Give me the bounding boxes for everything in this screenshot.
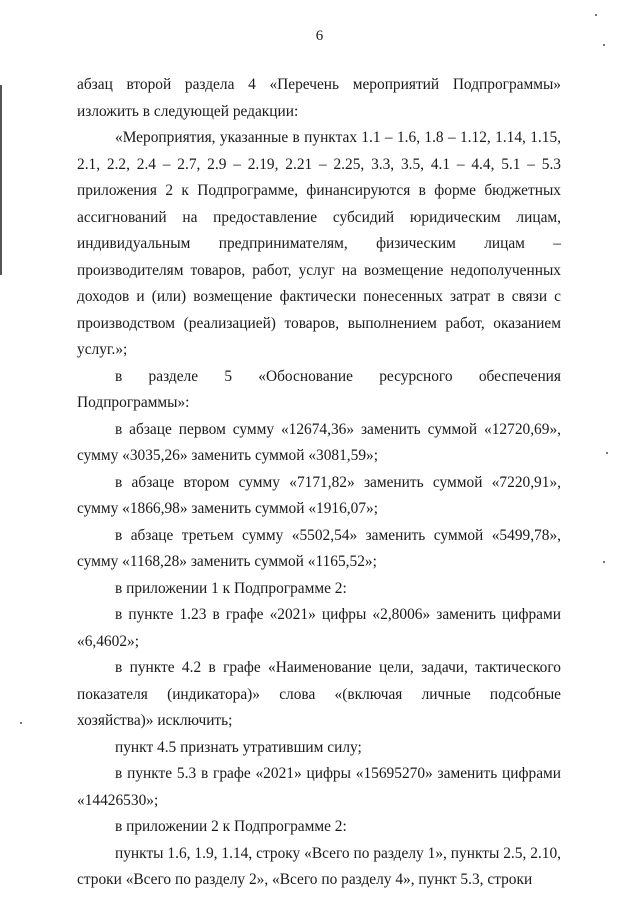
paragraph-section5-heading: в разделе 5 «Обоснование ресурсного обеспечения Подпрограммы»: xyxy=(77,367,561,411)
paragraph-item-4-2: в пункте 4.2 в графе «Наименование цели, задачи, тактического показателя (индикатора)» слова «(включая личные подсобные хозяйства)» исключить; xyxy=(77,659,561,729)
paragraph-second-abzac: в абзаце втором сумму «7171,82» заменить суммой «7220,91», сумму «1866,98» заменить суммой «1916,07»; xyxy=(77,473,561,517)
scan-speck xyxy=(603,561,605,563)
scan-speck xyxy=(20,722,22,724)
paragraph-appendix2-items: пункты 1.6, 1.9, 1.14, строку «Всего по разделу 1», пункты 2.5, 2.10, строки «Всего по разделу 2», «Всего по разделу 4», пункт 5.3, строки xyxy=(77,844,561,888)
paragraph-section4-intro: абзац второй раздела 4 «Перечень мероприятий Подпрограммы» изложить в следующей редакции: xyxy=(77,76,561,120)
paragraph-item-1-23: в пункте 1.23 в графе «2021» цифры «2,8006» заменить цифрами «6,4602»; xyxy=(77,606,561,650)
paragraph-item-4-5: пункт 4.5 признать утратившим силу; xyxy=(115,738,362,756)
scan-margin-line xyxy=(0,85,2,275)
paragraph-appendix1-heading: в приложении 1 к Подпрограмме 2: xyxy=(115,579,347,597)
scan-speck xyxy=(595,14,597,16)
document-body xyxy=(77,72,561,894)
scan-speck xyxy=(606,452,608,454)
paragraph-appendix2-heading: в приложении 2 к Подпрограмме 2: xyxy=(115,818,347,835)
paragraph-item-5-3: в пункте 5.3 в графе «2021» цифры «15695270» заменить цифрами «14426530»; xyxy=(77,765,561,809)
paragraph-third-abzac: в абзаце третьем сумму «5502,54» заменить суммой «5499,78», сумму «1168,28» заменить суммой «1165,52»; xyxy=(77,526,561,570)
paragraph-measures-quote: «Мероприятия, указанные в пунктах 1.1 – 1.6, 1.8 – 1.12, 1.14, 1.15, 2.1, 2.2, 2.4 – 2.7, 2.9 – 2.19, 2.21 – 2.25, 3.3, 3.5, 4.1 – 4.4, 5.1 – 5.3 приложения 2 к Подпрограмме, финансируются в форме бюджетных ассигнований на предоставление субсидий юридическим лицам, индивидуальным предпринимателям, физическим лицам – производителям товаров, работ, услуг на возмещение недополученных доходов и (или) возмещение фактически понесенных затрат в связи с производством (реализацией) товаров, выполнением работ, оказанием услуг.»; xyxy=(77,129,561,358)
page-number: 6 xyxy=(315,28,324,44)
paragraph-first-abzac: в абзаце первом сумму «12674,36» заменить суммой «12720,69», сумму «3035,26» заменить суммой «3081,59»; xyxy=(77,420,561,464)
